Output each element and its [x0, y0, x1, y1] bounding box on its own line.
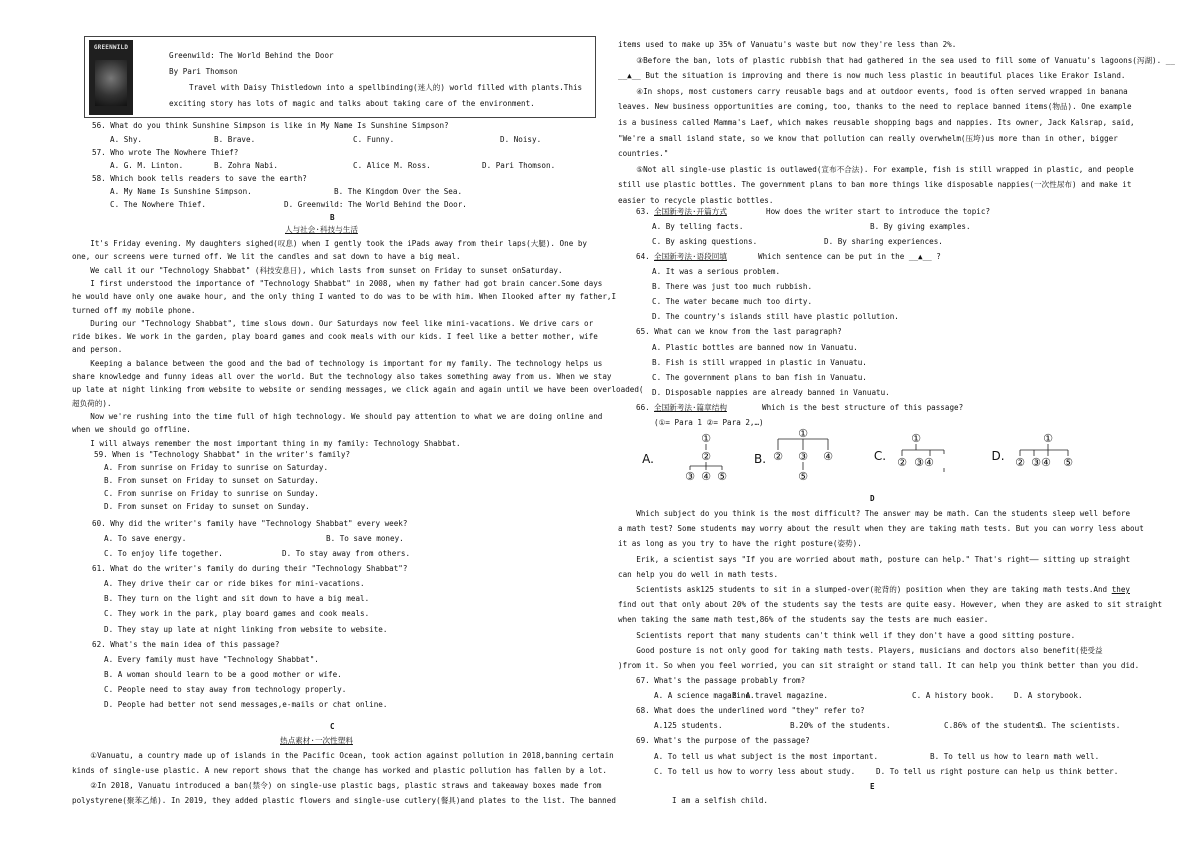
- q56-b: B. Brave.: [214, 135, 256, 144]
- passage-b-line: We call it our "Technology Shabbat" (科技安息日), which lasts from sunset on Friday to sunset onSaturday.: [72, 265, 563, 275]
- passage-b-line: he would have only one awake hour, and the only thing I wanted to do was to be with him. When Ilooked after my father,I: [72, 292, 617, 302]
- q59-stem: 59. When is "Technology Shabbat" in the writer's family?: [94, 450, 351, 459]
- passage-e-first-line: I am a selfish child.: [672, 796, 769, 805]
- diagram-node: ②: [897, 456, 907, 469]
- diagram-node: ⑤: [1063, 456, 1073, 469]
- q57-b: B. Zohra Nabi.: [214, 161, 279, 170]
- passage-c-letter: C: [330, 722, 335, 731]
- q68-d: D. The scientists.: [1038, 721, 1121, 730]
- structure-diagrams: [642, 427, 1118, 488]
- passage-e-letter: E: [870, 782, 875, 791]
- passage-c-line: ②In 2018, Vanuatu introduced a ban(禁令) on single-use plastic bags, plastic straws and takeaway boxes made from: [72, 781, 602, 790]
- passage-d-line: Which subject do you think is the most difficult? The answer may be math. Can the students sleep well before: [618, 509, 1131, 518]
- passage-b-line: I will always remember the most important thing in my family: Technology Shabbat.: [72, 438, 461, 448]
- q61-stem: 61. What do the writer's family do during their "Technology Shabbat"?: [92, 564, 408, 573]
- diagram-node: ①: [798, 427, 808, 440]
- q59-b: B. From sunset on Friday to sunset on Saturday.: [104, 476, 319, 485]
- book-desc-1: Travel with Daisy Thistledown into a spellbinding(迷人的) world filled with plants.This: [189, 83, 583, 92]
- q68-stem: 68. What does the underlined word "they" refer to?: [636, 706, 865, 715]
- q57-a: A. G. M. Linton.: [110, 161, 184, 170]
- book-cover-image: [89, 40, 133, 115]
- book-cover-title: GREENWILD: [93, 44, 129, 51]
- q62-d: D. People had better not send messages,e-mails or chat online.: [104, 700, 388, 709]
- diagram-node: ①: [701, 432, 711, 445]
- q56-d: D. Noisy.: [500, 135, 542, 144]
- q65-d: D. Disposable nappies are already banned in Vanuatu.: [652, 388, 890, 397]
- passage-c-line: ①Vanuatu, a country made up of islands in the Pacific Ocean, took action against pollution in 2018,banning certain: [72, 751, 614, 760]
- q63-tag: 全国新考法·开篇方式: [654, 207, 727, 216]
- passage-c-line: __▲__ But the situation is improving and there is now much less plastic in beautiful places like Erakor Island.: [618, 71, 1126, 81]
- q63-c: C. By asking questions.: [652, 237, 758, 246]
- book-box: [84, 36, 596, 118]
- passage-c-line: still use plastic bottles. The government plans to ban more things like disposable nappies(一次性尿布) and make it: [618, 180, 1132, 190]
- q61-d: D. They stay up late at night linking from website to website.: [104, 625, 388, 634]
- q61-c: C. They work in the park, play board games and cook meals.: [104, 609, 370, 618]
- passage-d-line: when taking the same math test,86% of the students say the tests are much easier.: [618, 615, 989, 625]
- passage-c-line: easier to recycle plastic bottles.: [618, 196, 774, 205]
- passage-b-line: ride bikes. We work in the garden, play board games and cook meals with our kids. I feel like a better mother, wife: [72, 332, 598, 342]
- q64-c: C. The water became much too dirty.: [652, 297, 813, 306]
- q57-stem: 57. Who wrote The Nowhere Thief?: [92, 148, 239, 157]
- q69-b: B. To tell us how to learn math well.: [930, 752, 1100, 761]
- passage-d-line: Scientists report that many students can't think well if they don't have a good sitting posture.: [618, 630, 1076, 640]
- passage-b-tag: 人与社会·科技与生活: [285, 225, 358, 234]
- q69-c: C. To tell us how to worry less about study.: [654, 767, 856, 776]
- q60-c: C. To enjoy life together.: [104, 549, 223, 558]
- book-title: Greenwild: The World Behind the Door: [169, 51, 334, 60]
- passage-b-line: turned off my mobile phone.: [72, 305, 196, 315]
- q57-d: D. Pari Thomson.: [482, 161, 556, 170]
- passage-c-line: ④In shops, most customers carry reusable bags and at outdoor events, food is often served wrapped in banana: [618, 86, 1128, 96]
- passage-d-line: )from it. So when you feel worried, you can sit straight or stand tall. It can help you think better than you did.: [618, 661, 1140, 670]
- q62-b: B. A woman should learn to be a good mother or wife.: [104, 670, 342, 679]
- q64-a: A. It was a serious problem.: [652, 267, 781, 276]
- diagram-label-a: A.: [642, 452, 654, 466]
- q56-c: C. Funny.: [353, 135, 395, 144]
- passage-d-line: Scientists ask125 students to sit in a slumped-over(驼背的) position when they are taking math tests.And they: [618, 585, 1130, 594]
- passage-b-line: 超负荷的).: [72, 398, 112, 408]
- q65-a: A. Plastic bottles are banned now in Vanuatu.: [652, 343, 858, 352]
- diagram-label-b: B.: [753, 452, 767, 466]
- book-author: By Pari Thomson: [169, 67, 238, 76]
- passage-b-line: It's Friday evening. My daughters sighed(叹息) when I gently took the iPads away from their laps(大腿). One by: [72, 239, 587, 248]
- q56-a: A. Shy.: [110, 135, 143, 144]
- q62-stem: 62. What's the main idea of this passage?: [92, 640, 280, 649]
- q62-c: C. People need to stay away from technology properly.: [104, 685, 347, 694]
- q65-stem: 65. What can we know from the last paragraph?: [636, 327, 842, 336]
- passage-d-line: Good posture is not only good for taking math tests. Players, musicians and doctors also benefit(使受益: [618, 645, 1103, 655]
- q65-b: B. Fish is still wrapped in plastic in Vanuatu.: [652, 358, 867, 367]
- diagram-node: ②: [701, 450, 711, 463]
- diagram-node: ②: [773, 450, 783, 463]
- q67-b: B. A travel magazine.: [732, 691, 829, 700]
- q63-stem: How does the writer start to introduce the topic?: [766, 207, 991, 216]
- q57-c: C. Alice M. Ross.: [353, 161, 431, 170]
- passage-c-line: ③Before the ban, lots of plastic rubbish that had gathered in the sea used to fill some of Vanuatu's lagoons(泻湖). __: [618, 55, 1175, 65]
- diagram-label-c: C.: [873, 449, 887, 463]
- q59-d: D. From sunset on Friday to sunset on Sunday.: [104, 502, 310, 511]
- q67-d: D. A storybook.: [1014, 691, 1083, 700]
- passage-b-line: Keeping a balance between the good and the bad of technology is important for my family. The technology helps us: [72, 358, 603, 368]
- passage-c-tag: 热点素材·一次性塑料: [280, 736, 353, 745]
- q69-stem: 69. What's the purpose of the passage?: [636, 736, 810, 745]
- q60-a: A. To save energy.: [104, 534, 187, 543]
- q60-stem: 60. Why did the writer's family have "Technology Shabbat" every week?: [92, 519, 408, 528]
- q63-a: A. By telling facts.: [652, 222, 744, 231]
- cover-art: [95, 60, 127, 106]
- q60-d: D. To stay away from others.: [282, 549, 411, 558]
- passage-b-line: During our "Technology Shabbat", time slows down. Our Saturdays now feel like mini-vacations. We drive cars or: [72, 318, 594, 328]
- passage-d-letter: D: [870, 494, 875, 503]
- q58-d: D. Greenwild: The World Behind the Door.: [284, 200, 467, 209]
- diagram-node: ①: [1043, 432, 1053, 445]
- q63-number: 63.: [636, 207, 650, 216]
- diagram-node: ④: [823, 450, 833, 463]
- q65-c: C. The government plans to ban fish in Vanuatu.: [652, 373, 867, 382]
- passage-c-line: kinds of single-use plastic. A new report shows that the change has worked and plastic pollution has fallen by a lot.: [72, 766, 607, 775]
- q59-a: A. From sunrise on Friday to sunrise on Saturday.: [104, 463, 329, 472]
- passage-b-letter: B: [330, 213, 335, 222]
- q67-a: A. A science magazine.: [654, 691, 755, 700]
- diagram-label-d: D.: [991, 449, 1005, 463]
- passage-d-line: it as long as you try to have the right posture(姿势).: [618, 539, 862, 549]
- q60-b: B. To save money.: [326, 534, 404, 543]
- passage-b-line: up late at night linking from website to website or sending messages, we click again and again until we have been overloaded(: [72, 385, 644, 395]
- q69-d: D. To tell us right posture can help us think better.: [876, 767, 1119, 776]
- q58-a: A. My Name Is Sunshine Simpson.: [110, 187, 252, 196]
- book-desc-2: exciting story has lots of magic and talks about taking care of the environment.: [169, 99, 535, 108]
- passage-b-line: one, our screens were turned off. We lit the candles and sat down to have a big meal.: [72, 252, 461, 262]
- q61-a: A. They drive their car or ride bikes for mini-vacations.: [104, 579, 365, 588]
- q64-number: 64.: [636, 252, 650, 261]
- q69-a: A. To tell us what subject is the most important.: [654, 752, 879, 761]
- q68-a: A.125 students.: [654, 721, 723, 730]
- q62-a: A. Every family must have "Technology Shabbat".: [104, 655, 319, 664]
- diagram-node: ④: [701, 470, 711, 483]
- q63-d: D. By sharing experiences.: [824, 237, 943, 246]
- q63-b: B. By giving examples.: [870, 222, 971, 231]
- passage-b-line: share knowledge and funny ideas all over the world. But the technology also takes something away from us. When we stay: [72, 372, 612, 381]
- diagram-node: ②: [1015, 456, 1025, 469]
- passage-d-line: Erik, a scientist says "If you are worried about math, posture can help." That's right—— sitting up straight: [618, 554, 1131, 564]
- q68-c: C.86% of the students.: [944, 721, 1045, 730]
- q64-tag: 全国新考法·语段回填: [654, 252, 727, 261]
- passage-d-line: a math test? Some students may worry about the result when they are taking math tests. But you can worry less about: [618, 524, 1144, 534]
- passage-b-line: when we should go offline.: [72, 425, 191, 435]
- diagram-node: ③④: [1031, 456, 1051, 469]
- passage-c-line: leaves. New business opportunities are coming, too, thanks to the need to replace banned items(物品). One example: [618, 102, 1132, 112]
- diagram-node: ①: [911, 432, 921, 445]
- q68-b: B.20% of the students.: [790, 721, 891, 730]
- q66-hint: (①= Para 1 ②= Para 2,…): [654, 418, 764, 427]
- q64-stem: Which sentence can be put in the __▲__ ?: [758, 252, 941, 261]
- q59-c: C. From sunrise on Friday to sunrise on Sunday.: [104, 489, 319, 498]
- q66-number: 66.: [636, 403, 650, 412]
- diagram-node: ③: [798, 450, 808, 463]
- passage-c-line: items used to make up 35% of Vanuatu's waste but now they're less than 2%.: [618, 40, 957, 49]
- passage-d-line: find out that only about 20% of the students say the tests are quite easy. However, when they are asked to sit straight: [618, 600, 1163, 610]
- q66-stem: Which is the best structure of this passage?: [762, 403, 964, 412]
- passage-c-line: is a business called Mamma's Laef, which makes reusable shopping bags and nappies. Its owner, Jack Kalsrap, said,: [618, 118, 1135, 127]
- q64-b: B. There was just too much rubbish.: [652, 282, 813, 291]
- diagram-node: ⑤: [717, 470, 727, 483]
- passage-c-line: countries.": [618, 149, 669, 159]
- q66-tag: 全国新考法·篇章结构: [654, 403, 727, 412]
- passage-c-line: ⑤Not all single-use plastic is outlawed(宣布不合法). For example, fish is still wrapped in plastic, and people: [618, 164, 1134, 174]
- q67-c: C. A history book.: [912, 691, 995, 700]
- passage-b-line: I first understood the importance of "Technology Shabbat" in 2008, when my father had got brain cancer.Some days: [72, 278, 603, 288]
- passage-c-line: "We're a small island state, so we know that pollution can really overwhelm(压垮)us more than in other, bigger: [618, 133, 1118, 143]
- diagram-node: ③④: [914, 456, 934, 469]
- passage-b-line: Now we're rushing into the time full of high technology. We should pay attention to what we are doing online and: [72, 411, 603, 421]
- diagram-node: ③: [685, 470, 695, 483]
- passage-b-line: and person.: [72, 345, 123, 355]
- passage-c-line: polystyrene(聚苯乙烯). In 2019, they added plastic flowers and single-use cutlery(餐具)and plates to the list. The banned: [72, 796, 616, 805]
- q58-b: B. The Kingdom Over the Sea.: [334, 187, 463, 196]
- q61-b: B. They turn on the light and sit down to have a big meal.: [104, 594, 370, 603]
- underlined-they: they: [1111, 585, 1130, 594]
- q64-d: D. The country's islands still have plastic pollution.: [652, 312, 899, 321]
- q58-stem: 58. Which book tells readers to save the earth?: [92, 174, 307, 183]
- passage-d-line: can help you do well in math tests.: [618, 569, 779, 579]
- q67-stem: 67. What's the passage probably from?: [636, 676, 806, 685]
- q58-c: C. The Nowhere Thief.: [110, 200, 207, 209]
- q56-stem: 56. What do you think Sunshine Simpson is like in My Name Is Sunshine Simpson?: [92, 121, 449, 130]
- diagram-node: ⑤: [798, 470, 808, 483]
